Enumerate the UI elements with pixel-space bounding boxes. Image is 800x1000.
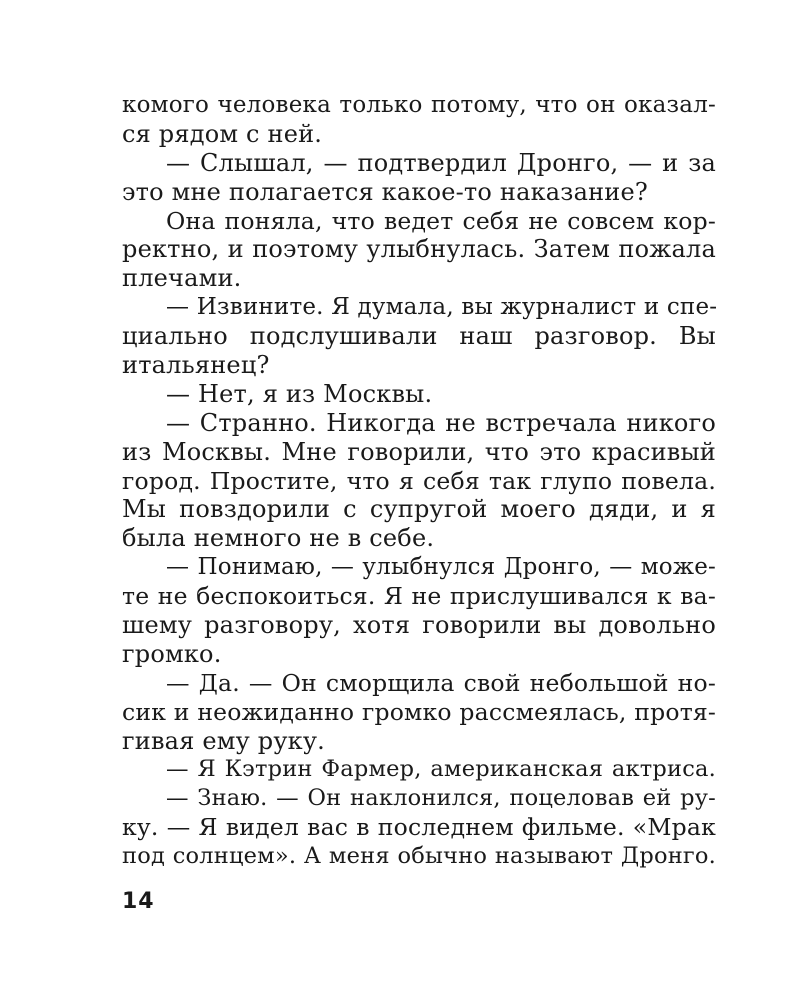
text-line: сик и неожиданно громко рассмеялась, протя- [122,697,717,726]
text-line: — Слышал, — подтвердил Дронго, — и за [166,148,716,177]
text-line: ку. — Я видел вас в последнем фильме. «Мрак [122,813,716,842]
text-line: громко. [122,639,222,668]
text-line: — Понимаю, — улыбнулся Дронго, — може- [166,554,716,581]
text-line: — Да. — Он сморщила свой небольшой но- [166,668,716,697]
text-line: гивая ему руку. [122,726,326,755]
text-line: была немного не в себе. [122,524,435,553]
body-text [122,91,716,871]
text-line: — Знаю. — Он наклонился, поцеловав ей ру- [166,785,716,812]
text-line: город. Простите, что я себя так глупо повела. [122,466,716,495]
text-line: — Я Кэтрин Фармер, американская актриса. [166,756,716,783]
text-line: — Извините. Я думала, вы журналист и спе- [166,294,718,321]
text-line: плечами. [122,264,242,293]
text-line: итальянец? [122,351,270,380]
text-line: шему разговору, хотя говорили вы довольно [122,611,716,640]
text-line: — Нет, я из Москвы. [166,379,433,408]
text-line: комого человека только потому, что он оказал- [122,92,716,118]
text-line: это мне полагается какое-то наказание? [122,177,648,206]
text-line: под солнцем». А меня обычно называют Дронго. [122,843,716,870]
text-line: ся рядом с ней. [122,119,323,148]
text-line: — Странно. Никогда не встречала никого [166,408,716,437]
text-line: Мы повздорили с супругой моего дяди, и я [122,495,716,524]
text-line: Она поняла, что ведет себя не совсем кор- [166,206,716,235]
page-number: 14 [122,889,155,914]
text-line: ректно, и поэтому улыбнулась. Затем пожала [122,235,716,264]
text-line: циально подслушивали наш разговор. Вы [122,322,716,351]
text-line: те не беспокоиться. Я не прислушивался к ва- [122,582,716,611]
text-line: из Москвы. Мне говорили, что это красивый [122,437,716,466]
